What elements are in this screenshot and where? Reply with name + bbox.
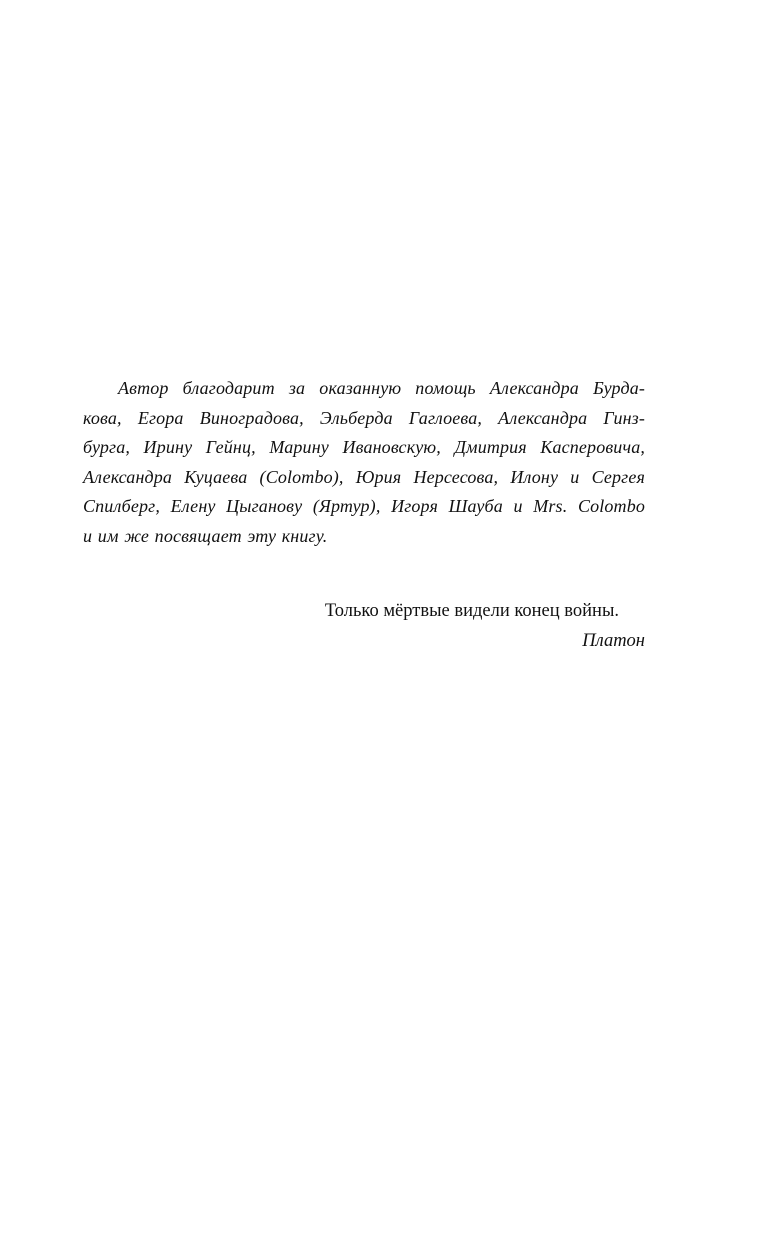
- epigraph: [200, 596, 645, 656]
- dedication-paragraph: [83, 374, 645, 551]
- dedication-line: и им же посвящает эту книгу.: [83, 525, 328, 546]
- dedication-line: Автор благодарит за оказанную помощь Александра Бурда-: [118, 378, 645, 398]
- dedication-line: Александра Куцаева (Colombo), Юрия Нерсесова, Илону и Сергея: [83, 466, 645, 487]
- epigraph-author: Платон: [582, 631, 645, 651]
- dedication-line: бурга, Ирину Гейнц, Марину Ивановскую, Дмитрия Касперовича,: [83, 437, 645, 457]
- dedication-line: Спилберг, Елену Цыганову (Яртур), Игоря Шауба и Mrs. Colombo: [83, 496, 645, 516]
- epigraph-quote: Только мёртвые видели конец войны.: [324, 601, 619, 621]
- dedication-line: кова, Егора Виноградова, Эльберда Гаглоева, Александра Гинз-: [83, 407, 645, 428]
